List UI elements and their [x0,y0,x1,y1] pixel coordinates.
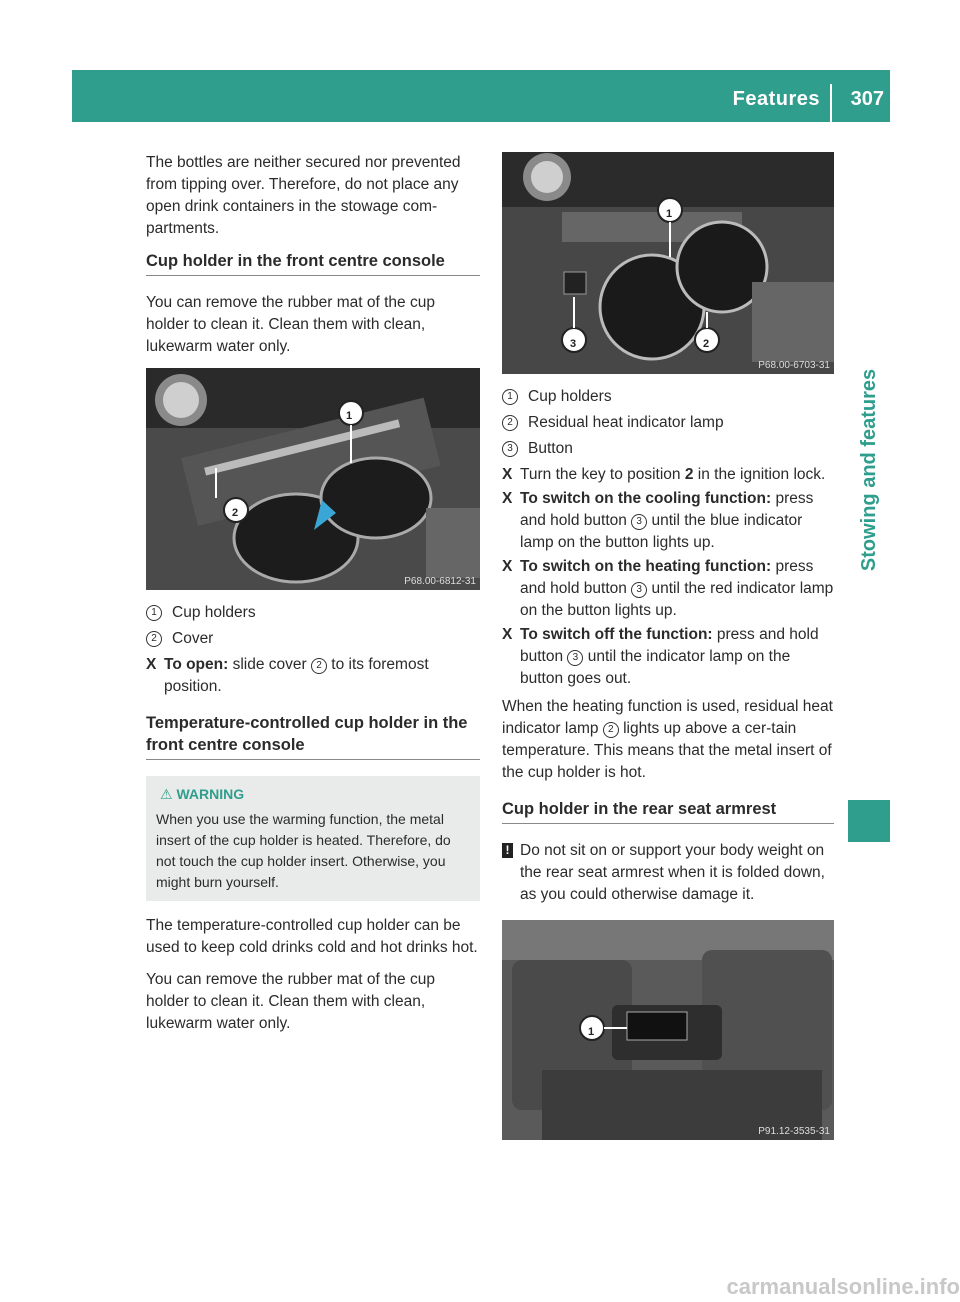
side-tab-label: Stowing and features [858,368,880,572]
legend-item [502,438,834,460]
legend-item [502,386,834,408]
heat-ref-number: 2 [603,722,619,738]
header-title: Features [732,88,820,110]
step-ref-number: 2 [311,658,327,674]
legend-label: Cup holders [528,388,612,405]
rear-armrest-illustration [502,920,834,1140]
heat-text: lights up above a cer-tain temperature. This means that the metal insert of the cup holder is hot. [502,720,832,781]
step-text: slide cover [228,656,311,673]
legend-item [502,412,834,434]
step-bold: To switch on the heating function: [520,558,772,575]
heat-paragraph [502,696,834,784]
photo-callout-2: 2 [703,338,710,350]
cup-holder-illustration [146,368,480,590]
right-column [502,152,834,1152]
step-arrow-icon: X [502,626,513,643]
warning-title-text: WARNING [176,786,245,802]
instruction-step [502,488,834,554]
legend-number: 3 [502,441,518,457]
body-paragraph: The temperature-controlled cup holder can be used to keep cold drinks cold and hot drinks hot. [146,917,478,956]
step-bold: To switch off the function: [520,626,713,643]
side-tab [848,260,890,680]
warning-box [146,776,480,901]
photo-front-cup-holder [146,368,480,590]
photo-rear-armrest [502,920,834,1140]
section-heading-front-cup-holder: Cup holder in the front centre console [146,250,480,276]
photo-callout-1: 1 [666,208,673,220]
step-ref-number: 3 [631,514,647,530]
intro-paragraph: The bottles are neither secured nor prevented from tipping over. Therefore, do not place any open drink containers in the stowage com-partments. [146,154,461,237]
body-paragraph: You can remove the rubber mat of the cup holder to clean it. Clean them with clean, lukewarm water only. [146,971,435,1032]
legend-label: Cup holders [172,604,256,621]
photo-callout-1: 1 [346,410,353,422]
step-text: to its foremost position. [164,656,429,695]
watermark: carmanualsonline.info [726,1274,960,1299]
step-text: until the indicator lamp on the button goes out. [520,648,791,687]
warning-icon: ⚠ [160,786,173,802]
side-marker [848,800,890,842]
instruction-step [502,464,834,486]
legend-label: Residual heat indicator lamp [528,414,724,431]
instruction-step [502,556,834,622]
note-block [502,840,834,906]
header-divider [830,84,832,122]
warning-title [156,784,470,805]
legend-item [146,602,480,624]
heat-text: When the heating function is used, residual heat indicator lamp [502,698,833,737]
legend-number: 2 [146,631,162,647]
step-arrow-icon: X [146,656,157,673]
photo-callout-2: 2 [232,507,239,519]
step-bold: To open: [164,656,229,673]
page-number: 307 [850,88,884,110]
legend-number: 1 [502,389,518,405]
step-bold: To switch on the cooling function: [520,490,772,507]
section-heading-rear-cup-holder: Cup holder in the rear seat armrest [502,798,834,824]
legend-number: 1 [146,605,162,621]
legend-number: 2 [502,415,518,431]
left-column [146,152,480,1045]
step-text: press and hold button [520,626,819,665]
step-text: Turn the key to position [520,466,685,483]
step-ref-number: 3 [567,650,583,666]
legend-label: Cover [172,630,214,647]
instruction-step [146,654,480,698]
step-ref-number: 3 [631,582,647,598]
exclamation-icon: ! [502,843,513,858]
step-text: press and hold button [520,490,814,529]
temperature-cup-holder-illustration [502,152,834,374]
legend-item [146,628,480,650]
step-text: until the blue indicator lamp on the button lights up. [520,512,803,551]
step-strong: 2 [684,466,694,483]
legend-label: Button [528,440,573,457]
instruction-step [502,624,834,690]
warning-text: When you use the warming function, the metal insert of the cup holder is heated. Therefore, do not touch the cup holder insert. Otherwise, you might burn yourself. [156,811,451,890]
step-arrow-icon: X [502,466,513,483]
step-text: in the ignition lock. [693,466,826,483]
step-text: until the red indicator lamp on the button lights up. [520,580,834,619]
section-text: You can remove the rubber mat of the cup holder to clean it. Clean them with clean, lukewarm water only. [146,294,435,355]
step-text: press and hold button [520,558,814,597]
photo-callout-1: 1 [588,1026,595,1038]
section-heading-temperature-cup-holder: Temperature-controlled cup holder in the front centre console [146,712,480,760]
photo-code: P68.00-6703-31 [758,360,830,371]
page-header [72,70,890,122]
note-text: Do not sit on or support your body weight on the rear seat armrest when it is folded down, as you could otherwise damage it. [520,842,825,903]
photo-code: P68.00-6812-31 [404,576,476,587]
step-arrow-icon: X [502,558,513,575]
step-arrow-icon: X [502,490,513,507]
photo-callout-3: 3 [570,338,577,350]
photo-code: P91.12-3535-31 [758,1126,830,1137]
photo-temperature-cup-holder [502,152,834,374]
